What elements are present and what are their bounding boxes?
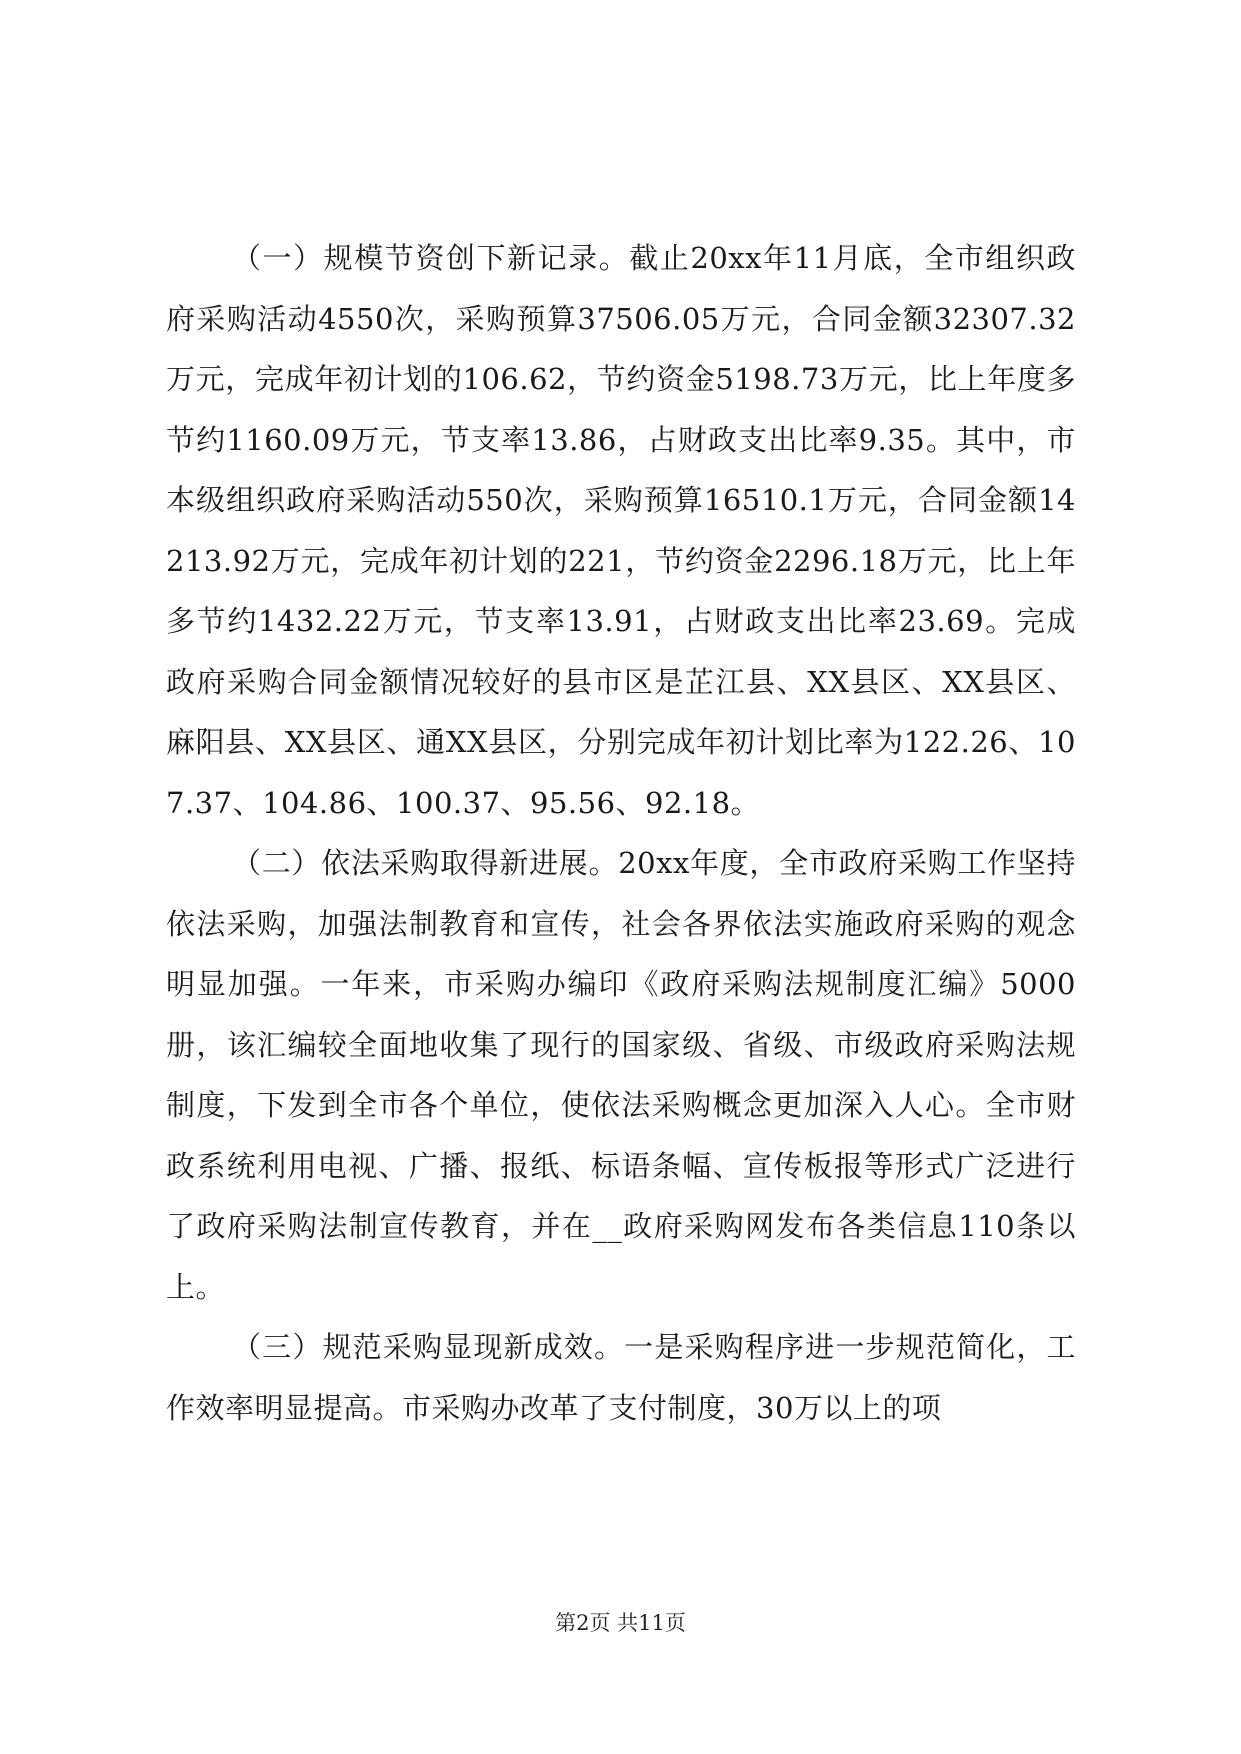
paragraph-3: （三）规范采购显现新成效。一是采购程序进一步规范简化，工作效率明显提高。市采购办改革了支付制度，30万以上的项	[166, 1330, 1076, 1425]
paragraph-2: （二）依法采购取得新进展。20xx年度，全市政府采购工作坚持依法采购，加强法制教育和宣传，社会各界依法实施政府采购的观念明显加强。一年来，市采购办编印《政府采购法规制度汇编》5000册，该汇编较全面地收集了现行的国家级、省级、市级政府采购法规制度，下发到全市各个单位，使依法采购概念更加深入人心。全市财政系统利用电视、广播、报纸、标语条幅、宣传板报等形式广泛进行了政府采购法制宣传教育，并在__政府采购网发布各类信息110条以上。	[166, 846, 1076, 1304]
paragraph-1: （一）规模节资创下新记录。截止20xx年11月底，全市组织政府采购活动4550次，采购预算37506.05万元，合同金额32307.32万元，完成年初计划的106.62，节约资金5198.73万元，比上年度多节约1160.09万元，节支率13.86，占财政支出比率9.35。其中，市本级组织政府采购活动550次，采购预算16510.1万元，合同金额14213.92万元，完成年初计划的221，节约资金2296.18万元，比上年多节约1432.22万元，节支率13.91，占财政支出比率23.69。完成政府采购合同金额情况较好的县市区是芷江县、XX县区、XX县区、麻阳县、XX县区、通XX县区，分别完成年初计划比率为122.26、107.37、104.86、100.37、95.56、92.18。	[166, 241, 1076, 820]
page-footer: 第2页 共11页	[555, 1611, 686, 1635]
document-body	[166, 228, 1076, 1438]
